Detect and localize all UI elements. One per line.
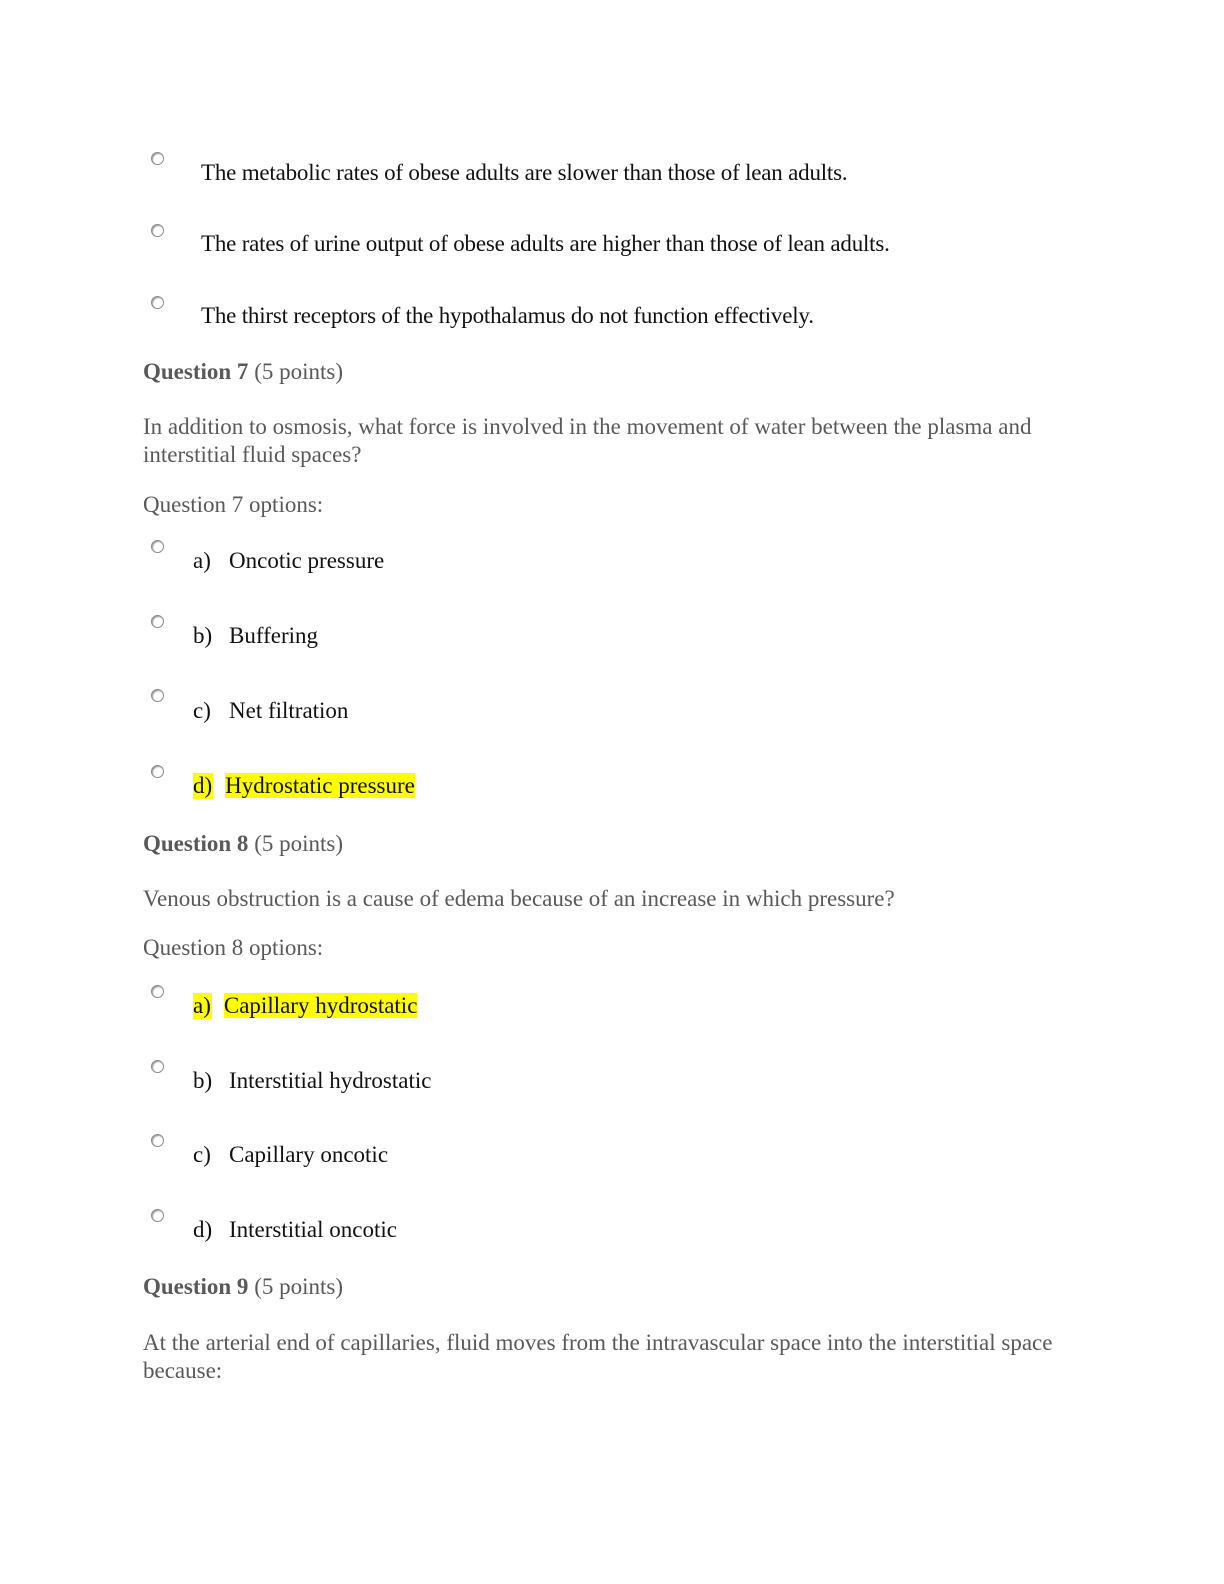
radio-button[interactable] <box>151 1060 164 1073</box>
option-letter: b) <box>193 623 213 648</box>
radio-button[interactable] <box>151 689 164 702</box>
radio-button[interactable] <box>151 224 164 237</box>
question-points: (5 points) <box>254 359 343 384</box>
answer-option <box>193 1217 397 1243</box>
answer-option <box>193 548 384 574</box>
option-text: Oncotic pressure <box>229 548 385 573</box>
answer-option <box>193 1068 431 1094</box>
question-points: (5 points) <box>254 831 343 856</box>
option-text: Interstitial oncotic <box>229 1217 397 1242</box>
question-text: In addition to osmosis, what force is involved in the movement of water between the plasma and interstitial fluid spaces? <box>143 414 1032 467</box>
answer-option: The thirst receptors of the hypothalamus do not function effectively. <box>201 303 814 328</box>
option-letter: a) <box>193 548 211 573</box>
option-text: Net filtration <box>229 698 349 723</box>
answer-option-highlighted <box>193 993 417 1019</box>
question-number: Question 9 <box>143 1274 249 1299</box>
option-text: Hydrostatic pressure <box>225 773 415 798</box>
option-text: Buffering <box>229 623 319 648</box>
question-heading <box>143 1274 343 1300</box>
option-text: Interstitial hydrostatic <box>229 1068 432 1093</box>
question-text: Venous obstruction is a cause of edema because of an increase in which pressure? <box>143 886 895 911</box>
question-heading <box>143 831 343 857</box>
question-text: At the arterial end of capillaries, fluid moves from the intravascular space into the interstitial space because: <box>143 1330 1053 1383</box>
option-letter: c) <box>193 698 211 723</box>
question-points: (5 points) <box>254 1274 343 1299</box>
option-text: Capillary oncotic <box>229 1142 389 1167</box>
option-letter: a) <box>193 993 211 1018</box>
option-text: Capillary hydrostatic <box>223 993 418 1018</box>
question-heading <box>143 359 343 385</box>
question-number: Question 7 <box>143 359 249 384</box>
radio-button[interactable] <box>151 152 164 165</box>
radio-button[interactable] <box>151 540 164 553</box>
answer-option: The rates of urine output of obese adults are higher than those of lean adults. <box>201 231 890 256</box>
option-letter: d) <box>193 1217 213 1242</box>
radio-button[interactable] <box>151 985 164 998</box>
answer-option <box>193 698 348 724</box>
answer-option <box>193 1142 388 1168</box>
option-letter: d) <box>193 773 213 798</box>
options-label: Question 8 options: <box>143 935 324 960</box>
radio-button[interactable] <box>151 1134 164 1147</box>
answer-option-highlighted <box>193 773 415 799</box>
option-letter: c) <box>193 1142 211 1167</box>
option-letter: b) <box>193 1068 213 1093</box>
question-number: Question 8 <box>143 831 249 856</box>
radio-button[interactable] <box>151 296 164 309</box>
radio-button[interactable] <box>151 1209 164 1222</box>
radio-button[interactable] <box>151 615 164 628</box>
options-label: Question 7 options: <box>143 492 324 517</box>
answer-option <box>193 623 318 649</box>
answer-option: The metabolic rates of obese adults are slower than those of lean adults. <box>201 160 848 185</box>
radio-button[interactable] <box>151 765 164 778</box>
